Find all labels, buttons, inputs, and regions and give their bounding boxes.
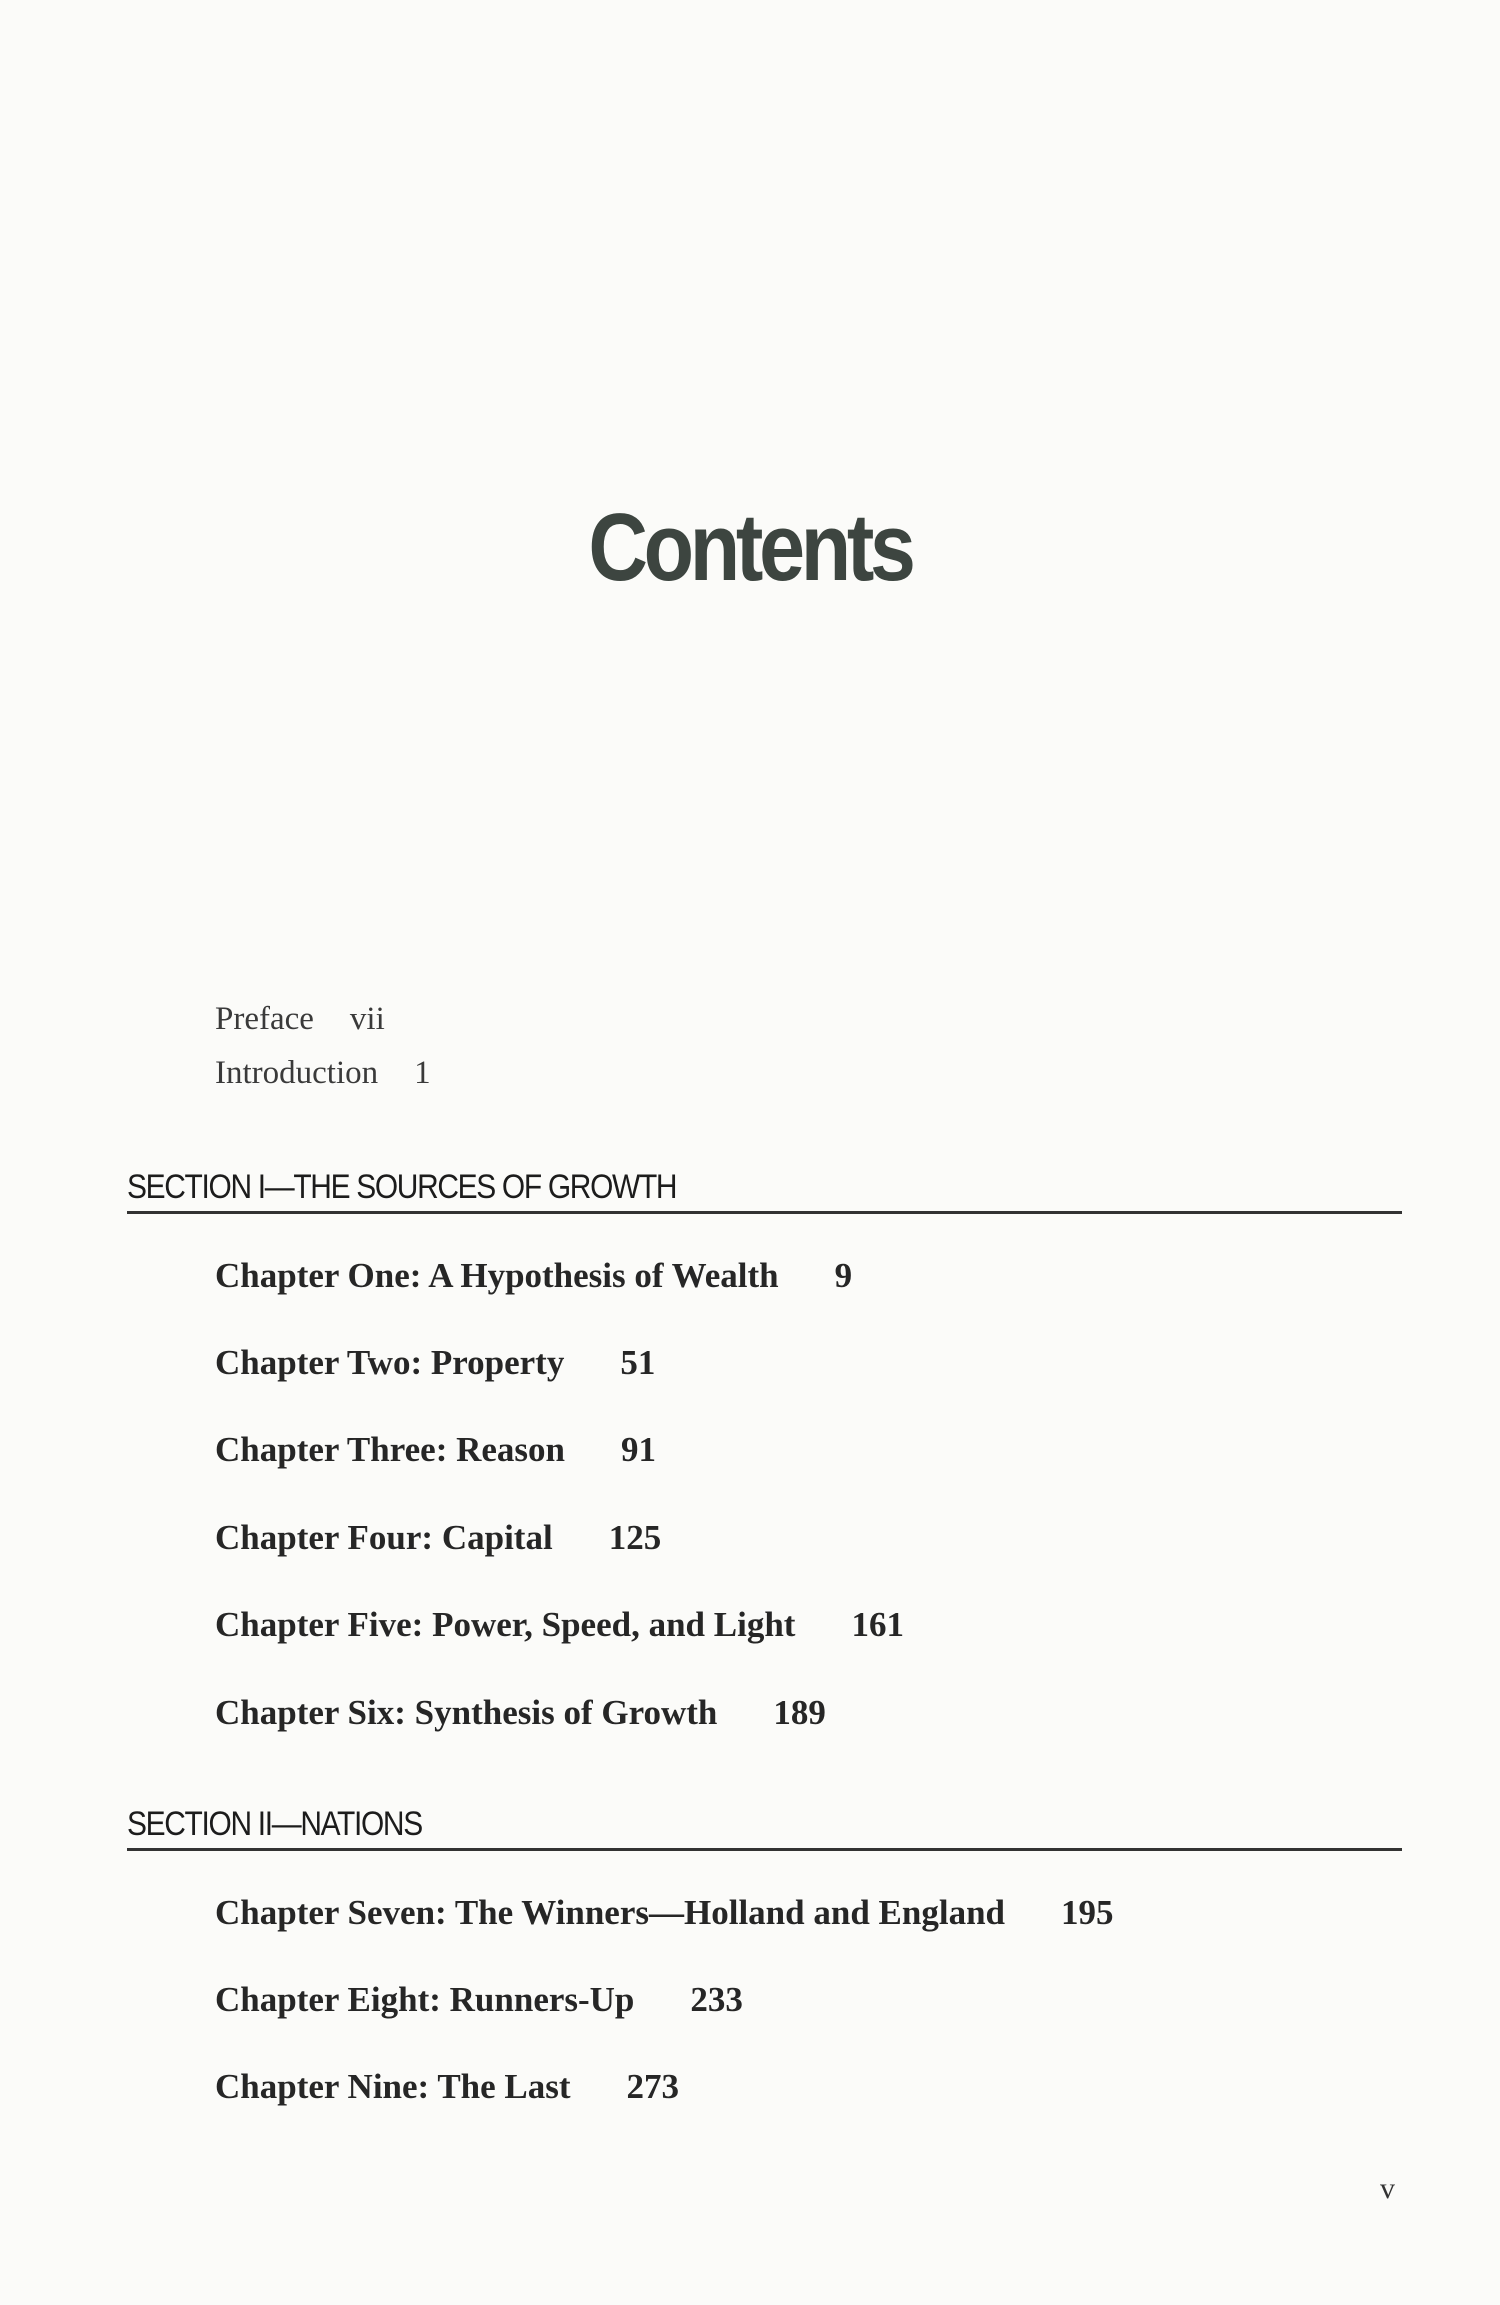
toc-entry-chapter-eight [215, 1982, 743, 2017]
toc-entry-page: 1 [414, 1055, 431, 1091]
toc-entry-page: 273 [626, 2067, 680, 2106]
toc-entry-page: 233 [690, 1980, 743, 2019]
page-title: Contents [588, 494, 912, 601]
toc-entry-chapter-six [215, 1695, 826, 1730]
toc-entry-page: 189 [773, 1693, 826, 1732]
toc-entry-label: Introduction [215, 1055, 379, 1091]
section-heading-1 [127, 1163, 1402, 1214]
toc-entry-page: 161 [851, 1605, 904, 1644]
toc-entry-label: Preface [215, 1001, 314, 1037]
toc-entry-introduction [215, 1057, 431, 1090]
toc-entry-page: 195 [1061, 1893, 1114, 1932]
toc-entry-label: Chapter Four: Capital [215, 1518, 553, 1557]
toc-entry-preface [215, 1003, 385, 1036]
toc-entry-chapter-two [215, 1345, 655, 1380]
toc-entry-label: Chapter Eight: Runners-Up [215, 1980, 635, 2019]
toc-entry-page: vii [349, 1001, 385, 1037]
toc-entry-label: Chapter Two: Property [215, 1343, 565, 1382]
toc-entry-label: Chapter Five: Power, Speed, and Light [215, 1605, 796, 1644]
toc-entry-chapter-seven [215, 1895, 1114, 1930]
toc-entry-chapter-four [215, 1520, 661, 1555]
toc-entry-chapter-one [215, 1258, 852, 1293]
toc-entry-label: Chapter One: A Hypothesis of Wealth [215, 1256, 779, 1295]
section-heading-2 [127, 1800, 1402, 1851]
page-number: v [1380, 2172, 1395, 2205]
section-heading-label: SECTION I—THE SOURCES OF GROWTH [127, 1168, 677, 1206]
toc-entry-page: 91 [621, 1430, 656, 1469]
toc-entry-label: Chapter Six: Synthesis of Growth [215, 1693, 718, 1732]
toc-entry-chapter-three [215, 1432, 656, 1467]
section-heading-label: SECTION II—NATIONS [127, 1805, 422, 1843]
toc-entry-page: 9 [834, 1256, 853, 1295]
toc-entry-label: Chapter Seven: The Winners—Holland and England [215, 1893, 1005, 1932]
toc-entry-chapter-five [215, 1607, 904, 1642]
toc-entry-label: Chapter Three: Reason [215, 1430, 565, 1469]
toc-entry-page: 125 [608, 1518, 662, 1557]
toc-entry-chapter-nine [215, 2069, 679, 2104]
toc-entry-page: 51 [620, 1343, 656, 1382]
toc-entry-label: Chapter Nine: The Last [215, 2067, 571, 2106]
